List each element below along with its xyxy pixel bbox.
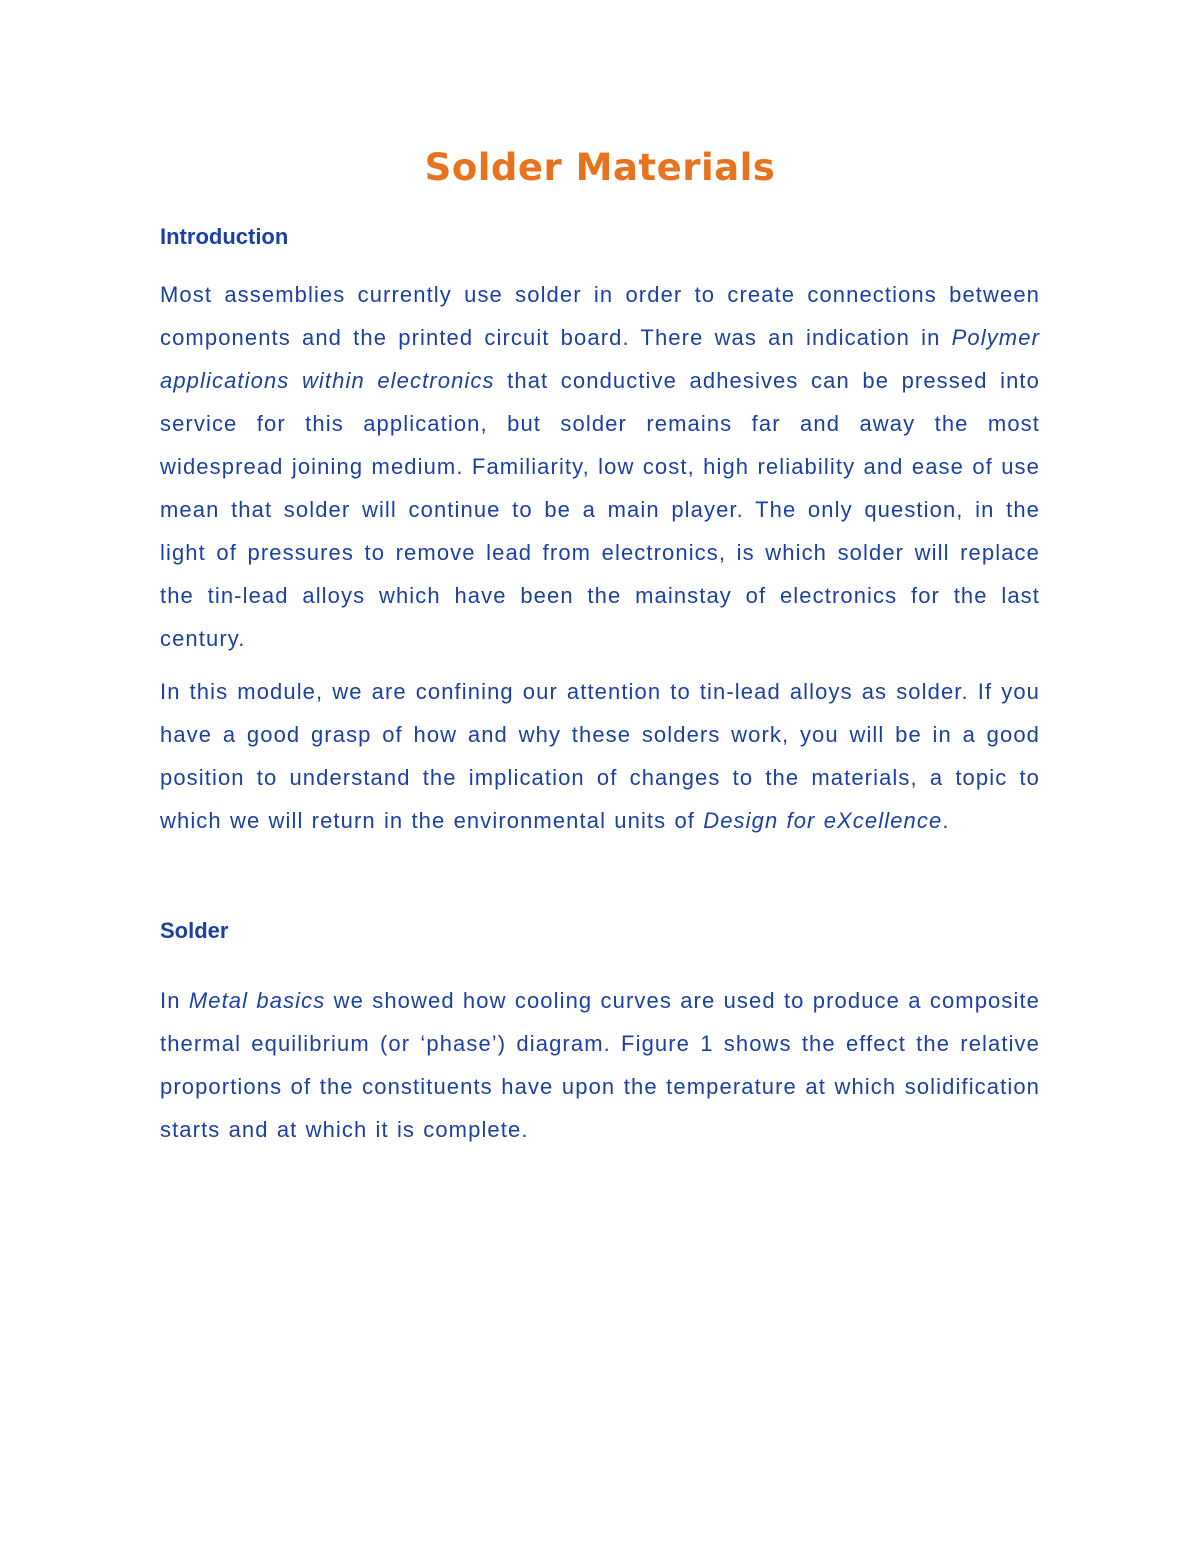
introduction-paragraph-1	[160, 273, 1040, 660]
page-title: Solder Materials	[424, 146, 776, 189]
paragraph-text: In	[160, 988, 189, 1013]
paragraph-text: .	[942, 808, 950, 833]
solder-paragraph-1	[160, 979, 1040, 1151]
italic-reference: Polymer applications within electronics	[160, 325, 1040, 393]
paragraph-text: Most assemblies currently use solder in order to create connections between components and the printed circuit board. There was an indication in	[160, 282, 1040, 350]
section-heading-solder: Solder	[160, 918, 229, 943]
introduction-paragraph-2	[160, 670, 1040, 842]
italic-reference: Metal basics	[188, 988, 326, 1013]
italic-reference: Design for eXcellence	[703, 808, 943, 833]
paragraph-text: we showed how cooling curves are used to produce a composite thermal equilibrium (or ‘phase’) diagram. Figure 1 shows the effect the relative proportions of the constituents have upon the temperature at which solidification starts and at which it is complete.	[160, 988, 1041, 1142]
section-heading-introduction: Introduction	[160, 224, 289, 249]
paragraph-text: that conductive adhesives can be pressed into service for this application, but solder remains far and away the most widespread joining medium. Familiarity, low cost, high reliability and ease of use mean that solder will continue to be a main player. The only question, in the light of pressures to remove lead from electronics, is which solder will replace the tin-lead alloys which have been the mainstay of electronics for the last century.	[160, 368, 1040, 651]
paragraph-text: In this module, we are confining our attention to tin-lead alloys as solder. If you have a good grasp of how and why these solders work, you will be in a good position to understand the implication of changes to the materials, a topic to which we will return in the environmental units of	[160, 679, 1040, 833]
